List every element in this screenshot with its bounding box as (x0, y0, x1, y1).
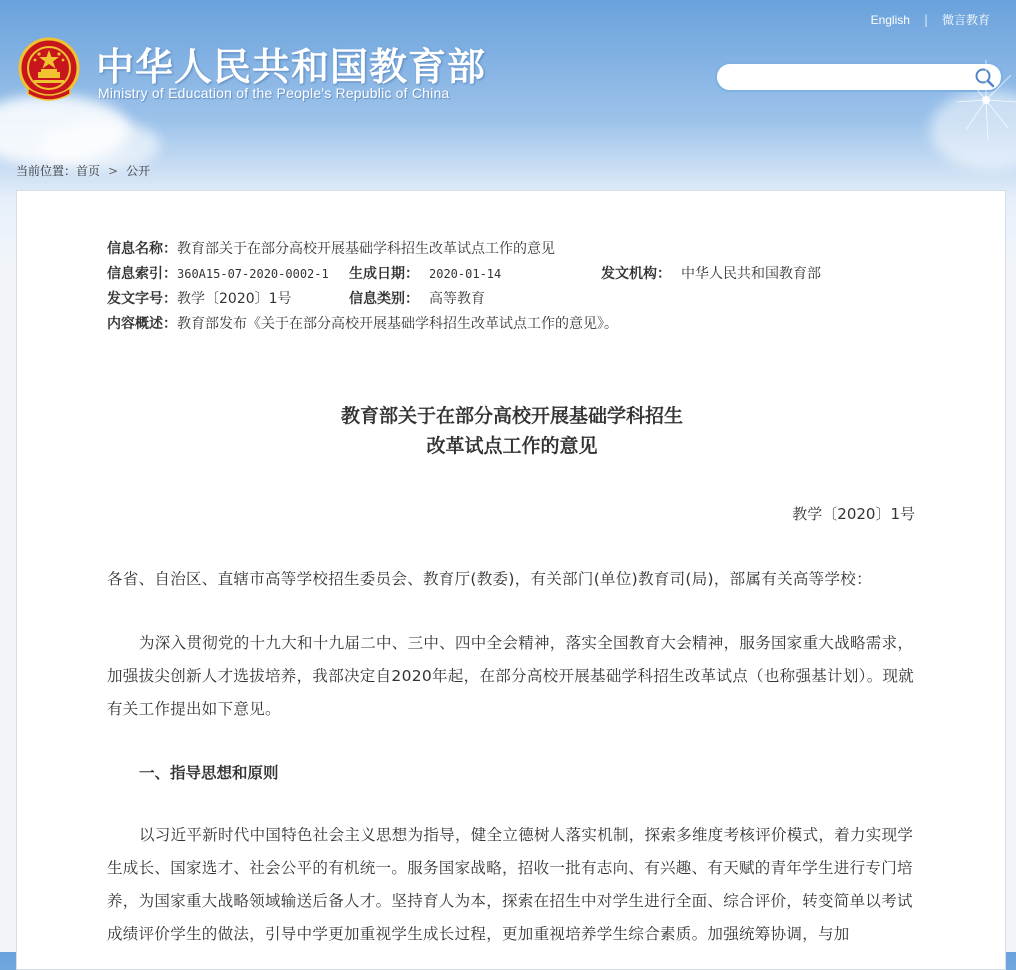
site-header (0, 0, 1016, 190)
info-date-label: 生成日期： (349, 266, 419, 282)
info-row-category (349, 289, 485, 309)
info-org-label: 发文机构： (601, 266, 671, 282)
breadcrumb-public[interactable]: 公开 (126, 164, 151, 178)
section-heading: 一、指导思想和原则 (139, 764, 279, 782)
link-divider: | (923, 12, 928, 27)
info-docno-label: 发文字号： (107, 291, 177, 307)
info-date-value: 2020-01-14 (429, 267, 502, 281)
info-summary-value: 教育部发布《关于在部分高校开展基础学科招生改革试点工作的意见》。 (177, 316, 618, 332)
document-salutation: 各省、自治区、直辖市高等学校招生委员会、教育厅(教委)，有关部门(单位)教育司(局)，部属有关高等学校： (107, 570, 872, 588)
info-docno-value: 教学〔2020〕1号 (177, 291, 292, 307)
top-links (871, 11, 990, 28)
english-link[interactable]: English (870, 12, 910, 27)
info-summary-label: 内容概述： (107, 316, 177, 332)
info-index-value: 360A15-07-2020-0002-1 (177, 267, 329, 281)
info-row-docno (107, 289, 292, 309)
breadcrumb-separator: > (108, 164, 119, 178)
info-row-summary (107, 314, 618, 334)
content-panel (16, 190, 1006, 970)
info-row-name (107, 239, 555, 259)
breadcrumb-home[interactable]: 首页 (76, 164, 101, 178)
info-name-value: 教育部关于在部分高校开展基础学科招生改革试点工作的意见 (177, 241, 555, 257)
document-title (17, 401, 1007, 461)
document-paragraph: 以习近平新时代中国特色社会主义思想为指导，健全立德树人落实机制，探索多维度考核评价模式，着力实现学生成长、国家选才、社会公平的有机统一。服务国家战略，招收一批有志向、有兴趣、有天赋的青年学生进行专门培养，为国家重大战略领域输送后备人才。坚持育人为本，探索在招生中对学生进行全面、综合评价，转变简单以考试成绩评价学生的做法，引导中学更加重视学生成长过程，更加重视培养学生综合素质。加强统筹协调，与加 (107, 826, 914, 943)
info-category-label: 信息类别： (349, 291, 419, 307)
document-number: 教学〔2020〕1号 (792, 505, 915, 523)
breadcrumb-label: 当前位置： (16, 164, 77, 178)
document-paragraph: 为深入贯彻党的十九大和十九届二中、三中、四中全会精神，落实全国教育大会精神，服务国家重大战略需求，加强拔尖创新人才选拔培养，我部决定自2020年起，在部分高校开展基础学科招生改革试点（也称强基计划）。现就有关工作提出如下意见。 (107, 634, 915, 718)
info-category-value: 高等教育 (429, 291, 485, 307)
info-index-label: 信息索引： (107, 266, 177, 282)
site-subtitle: Ministry of Education of the People's Republic of China (98, 85, 450, 101)
weiyan-education-link[interactable]: 微言教育 (941, 13, 990, 27)
info-name-label: 信息名称： (107, 241, 177, 257)
dandelion-decoration (926, 40, 1016, 150)
info-row-org (601, 264, 821, 284)
national-emblem-icon (18, 36, 80, 102)
info-row-index (107, 264, 329, 284)
site-title: 中华人民共和国教育部 (96, 45, 487, 89)
info-row-date (349, 264, 501, 284)
document-title-line2: 改革试点工作的意见 (426, 435, 598, 457)
breadcrumb (16, 162, 150, 179)
info-org-value: 中华人民共和国教育部 (681, 266, 821, 282)
document-title-line1: 教育部关于在部分高校开展基础学科招生 (340, 405, 683, 427)
